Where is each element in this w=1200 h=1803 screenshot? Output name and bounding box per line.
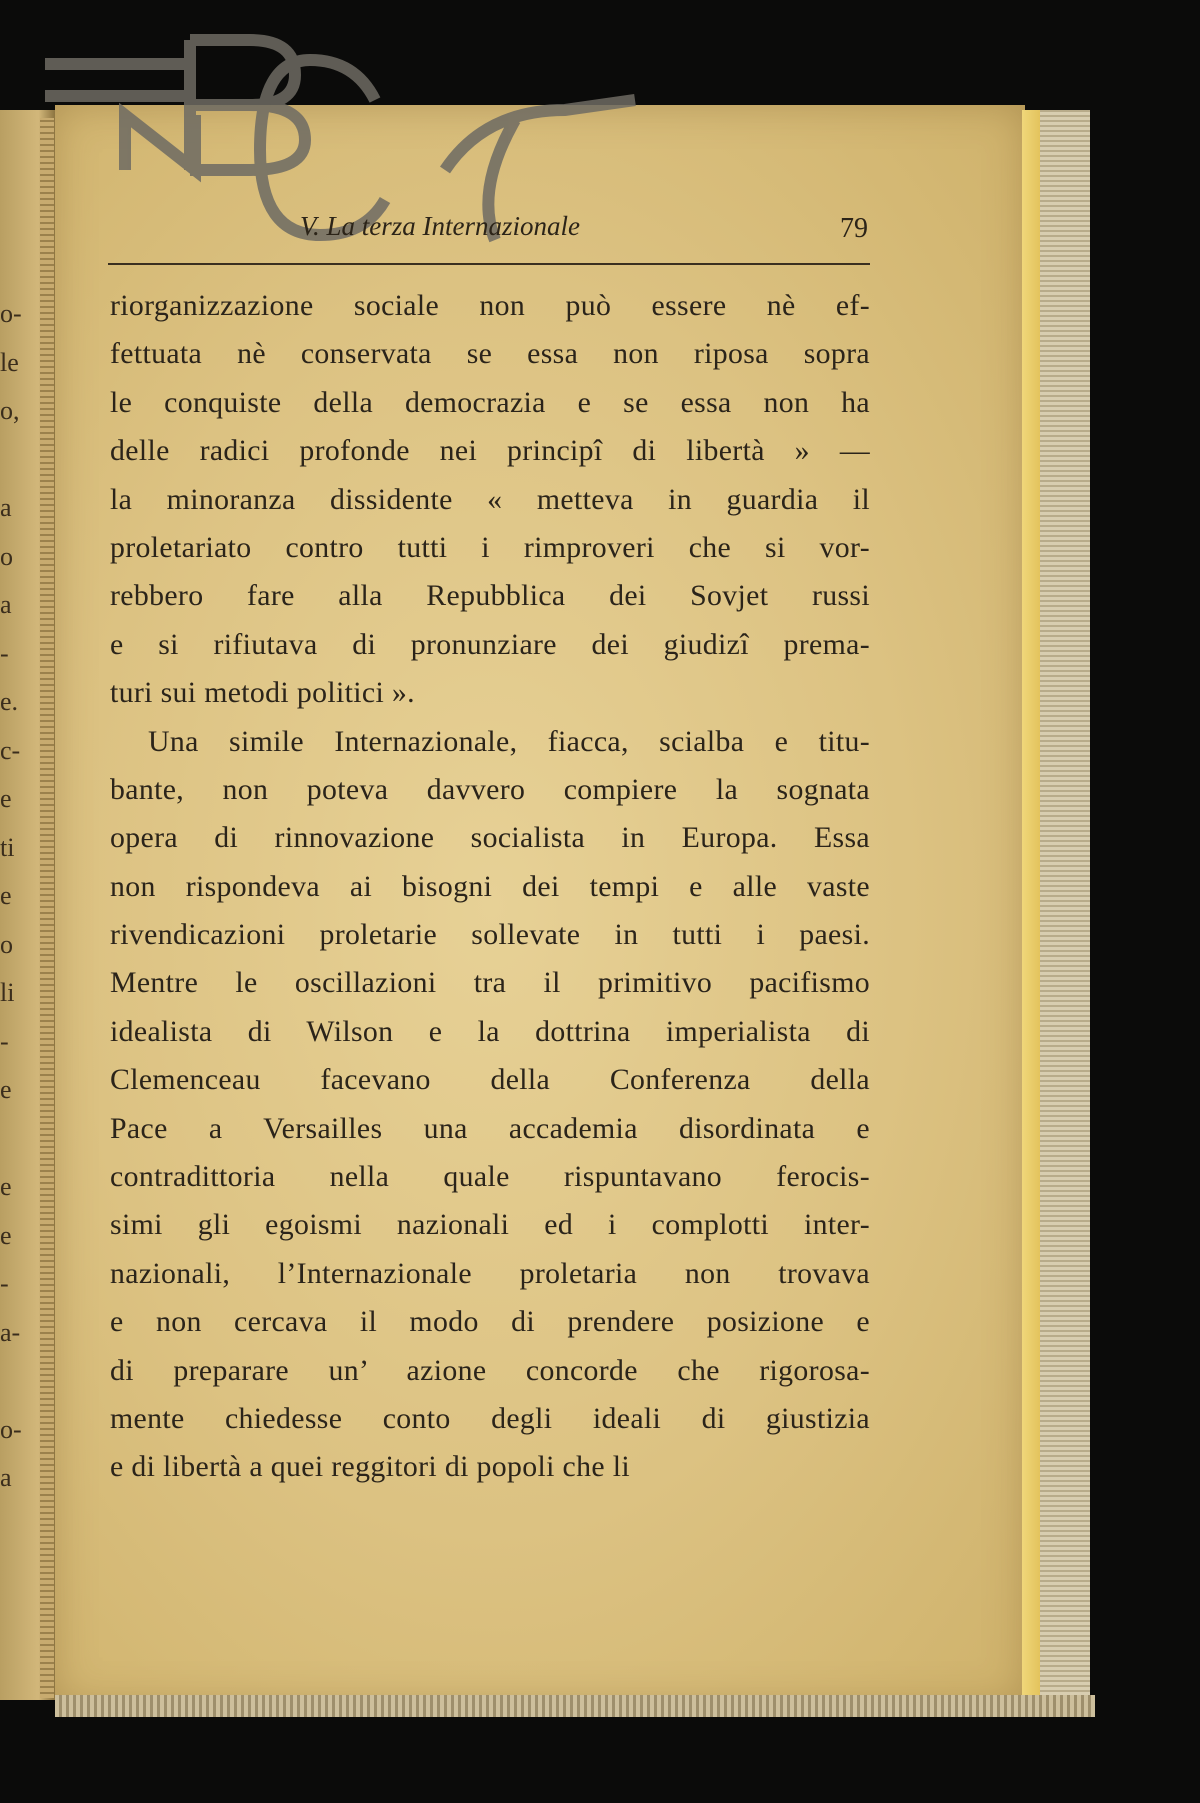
- text-line: riorganizzazione sociale non può essere nè ef-: [110, 289, 870, 322]
- text-line: di preparare un’ azione concorde che rigorosa-: [110, 1353, 870, 1387]
- text-line: Mentre le oscillazioni tra il primitivo pacifismo: [110, 966, 870, 1000]
- left-page-fragment: [0, 436, 18, 485]
- left-page-fragment: a: [0, 1463, 12, 1492]
- text-line: Clemenceau facevano della Conferenza della: [110, 1063, 870, 1097]
- text-line: Una simile Internazionale, fiacca, scialba e titu-: [148, 724, 870, 758]
- text-line: e non cercava il modo di prendere posizione e: [110, 1305, 870, 1339]
- left-page-fragment: -: [0, 1026, 9, 1056]
- chapter-title: V. La terza Internazionale: [300, 211, 581, 241]
- text-line: e si rifiutava di pronunziare dei giudizî prema-: [110, 627, 870, 661]
- left-page-fragment: ti: [0, 832, 15, 862]
- left-page-fragment: -: [0, 1269, 9, 1298]
- text-line: la minoranza dissidente « metteva in guardia il: [110, 482, 870, 516]
- text-line: rivendicazioni proletarie sollevate in tutti i paesi.: [110, 918, 870, 952]
- text-line: bante, non poteva davvero compiere la sognata: [110, 772, 870, 806]
- left-page-fragment: le: [0, 347, 19, 377]
- left-page-fragment: o-: [0, 299, 22, 328]
- left-page-fragment: e.: [0, 687, 19, 716]
- running-head: [300, 205, 875, 245]
- text-line: turi sui metodi politici ».: [110, 676, 415, 710]
- text-line: idealista di Wilson e la dottrina imperialista di: [110, 1014, 870, 1048]
- left-page-edge: [40, 118, 54, 1698]
- left-page-fragment: a: [0, 493, 12, 522]
- left-page-fragment: e: [0, 1172, 12, 1201]
- left-page-fragment: [0, 1357, 18, 1406]
- text-line: nazionali, l’Internazionale proletaria non trovava: [110, 1256, 870, 1290]
- left-page-fragment: o: [0, 541, 13, 571]
- left-page-fragment: o-: [0, 1414, 22, 1444]
- left-page-fragment: -: [0, 638, 9, 668]
- text-line: non rispondeva ai bisogni dei tempi e alle vaste: [110, 869, 870, 903]
- book-fore-edge: [1022, 110, 1090, 1700]
- text-line: e di libertà a quei reggitori di popoli che li: [110, 1450, 631, 1484]
- left-page-fragment: li: [0, 978, 15, 1007]
- left-page-fragment: [0, 1115, 18, 1164]
- body-text: [110, 282, 870, 1492]
- text-line: Pace a Versailles una accademia disordinata e: [110, 1111, 870, 1145]
- left-page-fragment: e: [0, 881, 12, 910]
- text-line: le conquiste della democrazia e se essa non ha: [110, 385, 870, 419]
- text-line: proletariato contro tutti i rimproveri che si vor-: [110, 530, 870, 564]
- left-page-fragment: a-: [0, 1317, 21, 1347]
- left-page-fragment: e: [0, 784, 12, 813]
- left-page-text-fragments: [0, 290, 22, 1503]
- text-line: contradittoria nella quale rispuntavano ferocis-: [110, 1160, 870, 1194]
- text-line: delle radici profonde nei principî di libertà » —: [110, 434, 870, 468]
- left-page-fragment: e: [0, 1220, 12, 1250]
- page-number: 79: [840, 213, 868, 244]
- left-page-fragment: c-: [0, 735, 21, 765]
- left-page-fragment: a: [0, 590, 12, 619]
- header-rule: [108, 263, 870, 265]
- left-page-fragment: o: [0, 929, 13, 959]
- text-line: opera di rinnovazione socialista in Europa. Essa: [110, 821, 870, 855]
- left-page-fragment: e: [0, 1075, 12, 1104]
- text-line: rebbero fare alla Repubblica dei Sovjet russi: [110, 579, 870, 613]
- book-bottom-edge: [55, 1695, 1095, 1717]
- left-page-fragment: o,: [0, 396, 20, 425]
- text-line: simi gli egoismi nazionali ed i complotti inter-: [110, 1208, 870, 1242]
- text-line: fettuata nè conservata se essa non riposa sopra: [110, 337, 870, 371]
- text-line: mente chiedesse conto degli ideali di giustizia: [110, 1401, 870, 1435]
